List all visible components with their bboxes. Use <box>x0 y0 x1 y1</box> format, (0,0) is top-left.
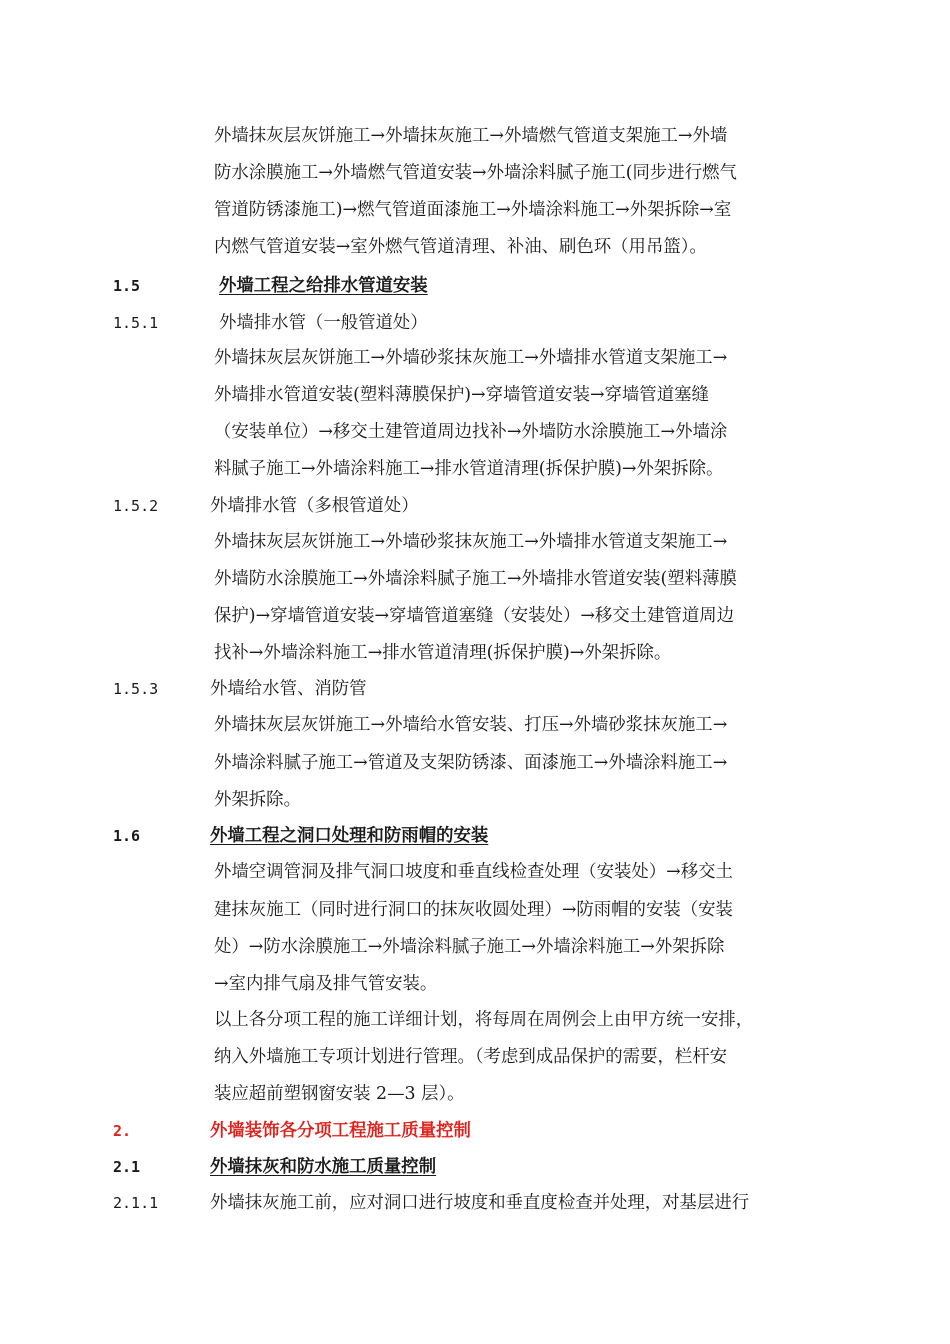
note-line: 装应超前塑钢窗安装 2—3 层）。 <box>214 1084 465 1104</box>
paragraph-line: 外墙涂料腻子施工→管道及支架防锈漆、面漆施工→外墙涂料施工→ <box>214 753 728 773</box>
paragraph-line: 找补→外墙涂料施工→排水管道清理(拆保护膜)→外架拆除。 <box>214 643 672 663</box>
paragraph-line: →室内排气扇及排气管安装。 <box>214 974 438 994</box>
subsection-title: 外墙给水管、消防管 <box>210 679 367 699</box>
paragraph-line: 外墙防水涂膜施工→外墙涂料腻子施工→外墙排水管道安装(塑料薄膜 <box>214 569 737 589</box>
paragraph-line: 处）→防水涂膜施工→外墙涂料腻子施工→外墙涂料施工→外架拆除 <box>214 937 725 957</box>
chapter-heading: 外墙装饰各分项工程施工质量控制 <box>210 1121 471 1141</box>
section-heading: 外墙工程之给排水管道安装 <box>219 276 428 296</box>
chapter-number: 2. <box>113 1122 132 1140</box>
subsection-number: 1.5.3 <box>113 680 159 698</box>
note-line: 以上各分项工程的施工详细计划，将每周在周例会上由甲方统一安排， <box>214 1010 754 1030</box>
paragraph-line: （安装单位）→移交土建管道周边找补→外墙防水涂膜施工→外墙涂 <box>214 422 728 442</box>
subsection-number: 1.5.1 <box>113 314 159 332</box>
paragraph-line: 外墙排水管道安装(塑料薄膜保护)→穿墙管道安装→穿墙管道塞缝 <box>214 385 709 405</box>
section-number: 1.5 <box>113 277 141 295</box>
section-heading: 外墙工程之洞口处理和防雨帽的安装 <box>210 826 489 846</box>
paragraph-line: 保护)→穿墙管道安装→穿墙管道塞缝（安装处）→移交土建管道周边 <box>214 606 735 626</box>
paragraph-line: 外墙空调管洞及排气洞口坡度和垂直线检查处理（安装处）→移交土 <box>214 862 733 882</box>
paragraph-line: 外墙抹灰施工前，应对洞口进行坡度和垂直度检查并处理，对基层进行 <box>210 1193 750 1213</box>
paragraph-line: 外墙抹灰层灰饼施工→外墙抹灰施工→外墙燃气管道支架施工→外墙 <box>214 126 728 146</box>
paragraph-line: 料腻子施工→外墙涂料施工→排水管道清理(拆保护膜)→外架拆除。 <box>214 459 724 479</box>
subsection-number: 1.5.2 <box>113 497 159 515</box>
subsection-title: 外墙排水管（多根管道处） <box>210 496 419 516</box>
paragraph-line: 外墙抹灰层灰饼施工→外墙砂浆抹灰施工→外墙排水管道支架施工→ <box>214 532 728 552</box>
paragraph-line: 外墙抹灰层灰饼施工→外墙给水管安装、打压→外墙砂浆抹灰施工→ <box>214 715 728 735</box>
paragraph-line: 管道防锈漆施工)→燃气管道面漆施工→外墙涂料施工→外架拆除→室 <box>214 200 732 220</box>
subsection-number: 2.1.1 <box>113 1194 159 1212</box>
subsection-title: 外墙排水管（一般管道处） <box>219 313 428 333</box>
section-heading: 外墙抹灰和防水施工质量控制 <box>210 1157 437 1177</box>
paragraph-line: 外架拆除。 <box>214 790 301 810</box>
paragraph-line: 防水涂膜施工→外墙燃气管道安装→外墙涂料腻子施工(同步进行燃气 <box>214 163 737 183</box>
paragraph-line: 建抹灰施工（同时进行洞口的抹灰收圆处理）→防雨帽的安装（安装 <box>214 900 733 920</box>
section-number: 2.1 <box>113 1158 141 1176</box>
paragraph-line: 内燃气管道安装→室外燃气管道清理、补油、刷色环（用吊篮）。 <box>214 237 707 257</box>
section-number: 1.6 <box>113 827 141 845</box>
paragraph-line: 外墙抹灰层灰饼施工→外墙砂浆抹灰施工→外墙排水管道支架施工→ <box>214 348 728 368</box>
note-line: 纳入外墙施工专项计划进行管理。（考虑到成品保护的需要，栏杆安 <box>214 1047 728 1067</box>
